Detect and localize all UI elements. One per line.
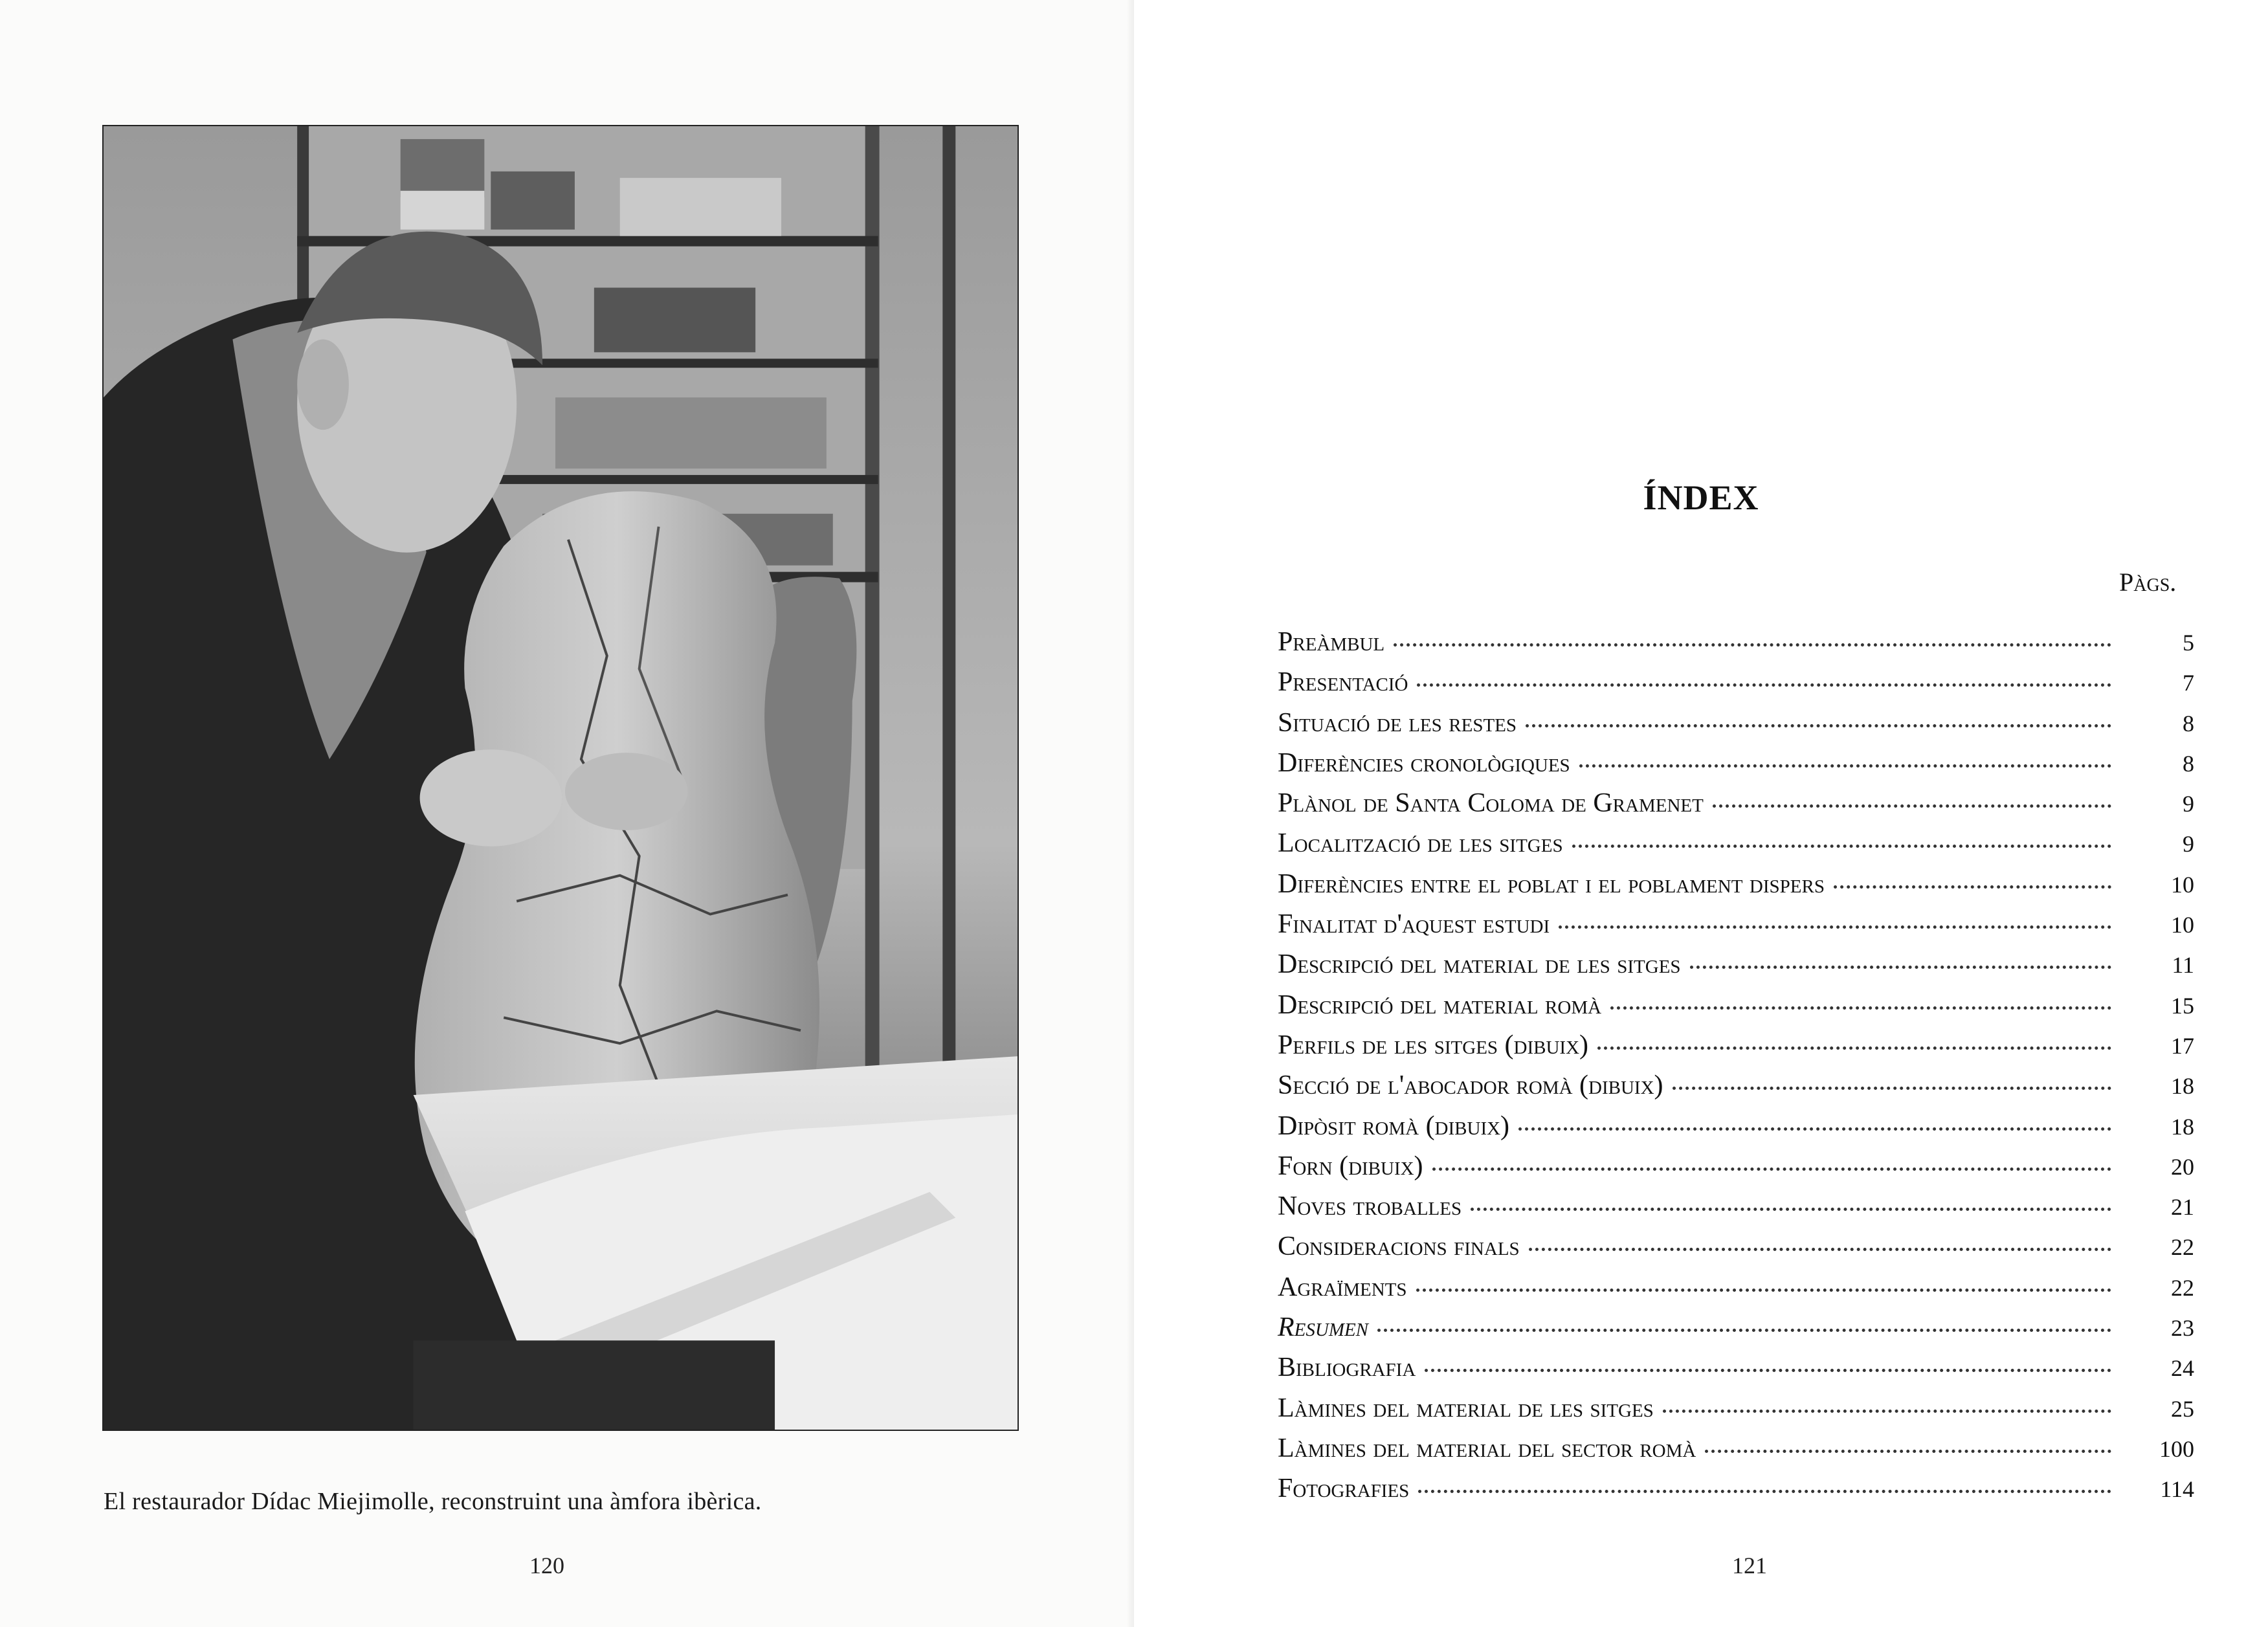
toc-entry-page: 17 — [2171, 1032, 2194, 1059]
toc-entry-page: 18 — [2171, 1113, 2194, 1140]
dot-leader — [1377, 1328, 2111, 1332]
dot-leader — [1572, 844, 2111, 848]
toc-entry[interactable] — [1278, 1312, 2194, 1352]
toc-entry-page: 25 — [2171, 1395, 2194, 1422]
dot-leader — [1416, 1288, 2111, 1292]
dot-leader — [1526, 724, 2111, 727]
toc-entry-title: Làmines del material del sector romà — [1278, 1433, 1696, 1463]
dot-leader — [1705, 1449, 2111, 1453]
toc-entry[interactable] — [1278, 990, 2194, 1030]
toc-entry[interactable] — [1278, 1393, 2194, 1433]
dot-leader — [1834, 885, 2111, 889]
photo-caption: El restaurador Dídac Miejimolle, reconstruint una àmfora ibèrica. — [104, 1488, 762, 1515]
toc-entry[interactable] — [1278, 869, 2194, 909]
toc-entry[interactable] — [1278, 707, 2194, 747]
right-page — [1134, 0, 2268, 1627]
toc-entry-page: 10 — [2171, 871, 2194, 898]
toc-entry[interactable] — [1278, 667, 2194, 707]
toc-entry-title: Secció de l'abocador romà (dibuix) — [1278, 1070, 1663, 1101]
dot-leader — [1432, 1167, 2111, 1171]
toc-entry-page: 11 — [2172, 952, 2194, 979]
toc-entry-page: 15 — [2171, 992, 2194, 1019]
toc-entry-title: Localització de les sitges — [1278, 828, 1563, 859]
dot-leader — [1417, 683, 2111, 687]
toc-entry-page: 20 — [2171, 1153, 2194, 1180]
toc-entry-page: 5 — [2183, 630, 2194, 656]
toc-entry[interactable] — [1278, 1352, 2194, 1392]
toc-entry-page: 7 — [2183, 670, 2194, 696]
toc-entry-title: Dipòsit romà (dibuix) — [1278, 1111, 1510, 1141]
toc-entry[interactable] — [1278, 788, 2194, 828]
dot-leader — [1471, 1207, 2111, 1211]
toc-entry[interactable] — [1278, 1151, 2194, 1191]
toc-entry-page: 18 — [2171, 1073, 2194, 1100]
photo-illustration — [104, 126, 1017, 1430]
table-of-contents — [1278, 626, 2194, 1514]
pages-column-header: Pàgs. — [2119, 568, 2177, 597]
toc-entry-title: Diferències entre el poblat i el poblament dispers — [1278, 869, 1825, 899]
page-number-right: 121 — [1732, 1553, 1767, 1578]
toc-entry-title: Fotografies — [1278, 1474, 1410, 1504]
dot-leader — [1579, 764, 2111, 768]
dot-leader — [1529, 1247, 2111, 1251]
toc-entry-title: Plànol de Santa Coloma de Gramenet — [1278, 788, 1704, 819]
toc-entry[interactable] — [1278, 1433, 2194, 1473]
toc-entry-title: Làmines del material de les sitges — [1278, 1393, 1654, 1423]
dot-leader — [1673, 1086, 2111, 1090]
dot-leader — [1713, 804, 2111, 808]
toc-entry[interactable] — [1278, 909, 2194, 949]
toc-entry-page: 22 — [2171, 1234, 2194, 1261]
toc-entry-title: Diferències cronològiques — [1278, 747, 1570, 778]
toc-entry[interactable] — [1278, 1111, 2194, 1151]
toc-entry[interactable] — [1278, 1473, 2194, 1513]
toc-entry[interactable] — [1278, 1070, 2194, 1110]
toc-entry-title: Presentació — [1278, 667, 1408, 698]
toc-entry[interactable] — [1278, 949, 2194, 989]
toc-entry-page: 8 — [2183, 710, 2194, 736]
toc-entry-page: 24 — [2171, 1355, 2194, 1382]
toc-entry-page: 9 — [2183, 831, 2194, 858]
toc-entry[interactable] — [1278, 1030, 2194, 1070]
dot-leader — [1559, 925, 2111, 929]
toc-entry-title: Perfils de les sitges (dibuix) — [1278, 1030, 1589, 1060]
dot-leader — [1425, 1368, 2111, 1372]
dot-leader — [1418, 1489, 2111, 1493]
toc-entry-page: 100 — [2159, 1435, 2194, 1462]
toc-entry-title: Finalitat d'aquest estudi — [1278, 909, 1550, 940]
toc-entry-title: Resumen — [1278, 1312, 1369, 1343]
toc-entry-page: 10 — [2171, 912, 2194, 938]
toc-entry-title: Consideracions finals — [1278, 1232, 1520, 1262]
toc-entry-page: 114 — [2160, 1476, 2194, 1503]
dot-leader — [1690, 965, 2111, 969]
toc-entry-title: Preàmbul — [1278, 627, 1385, 657]
index-title: ÍNDEX — [1643, 478, 1759, 517]
toc-entry[interactable] — [1278, 626, 2194, 667]
toc-entry-title: Noves troballes — [1278, 1191, 1462, 1222]
toc-entry-title: Situació de les restes — [1278, 707, 1517, 738]
toc-entry-page: 9 — [2183, 791, 2194, 817]
restorer-photo — [102, 125, 1019, 1431]
toc-entry-page: 8 — [2183, 750, 2194, 777]
page-number-left: 120 — [529, 1553, 564, 1578]
toc-entry[interactable] — [1278, 1231, 2194, 1271]
dot-leader — [1663, 1409, 2111, 1413]
toc-entry[interactable] — [1278, 1272, 2194, 1312]
toc-entry-page: 22 — [2171, 1274, 2194, 1301]
toc-entry-page: 23 — [2171, 1315, 2194, 1342]
dot-leader — [1610, 1006, 2111, 1010]
toc-entry-title: Descripció del material romà — [1278, 990, 1602, 1020]
toc-entry-page: 21 — [2171, 1194, 2194, 1221]
toc-entry[interactable] — [1278, 747, 2194, 788]
toc-entry[interactable] — [1278, 1191, 2194, 1231]
dot-leader — [1597, 1046, 2111, 1050]
dot-leader — [1394, 643, 2111, 647]
toc-entry[interactable] — [1278, 828, 2194, 868]
toc-entry-title: Forn (dibuix) — [1278, 1151, 1423, 1181]
toc-entry-title: Agraïments — [1278, 1272, 1407, 1302]
toc-entry-title: Descripció del material de les sitges — [1278, 949, 1681, 980]
toc-entry-title: Bibliografia — [1278, 1353, 1416, 1383]
dot-leader — [1518, 1127, 2111, 1131]
